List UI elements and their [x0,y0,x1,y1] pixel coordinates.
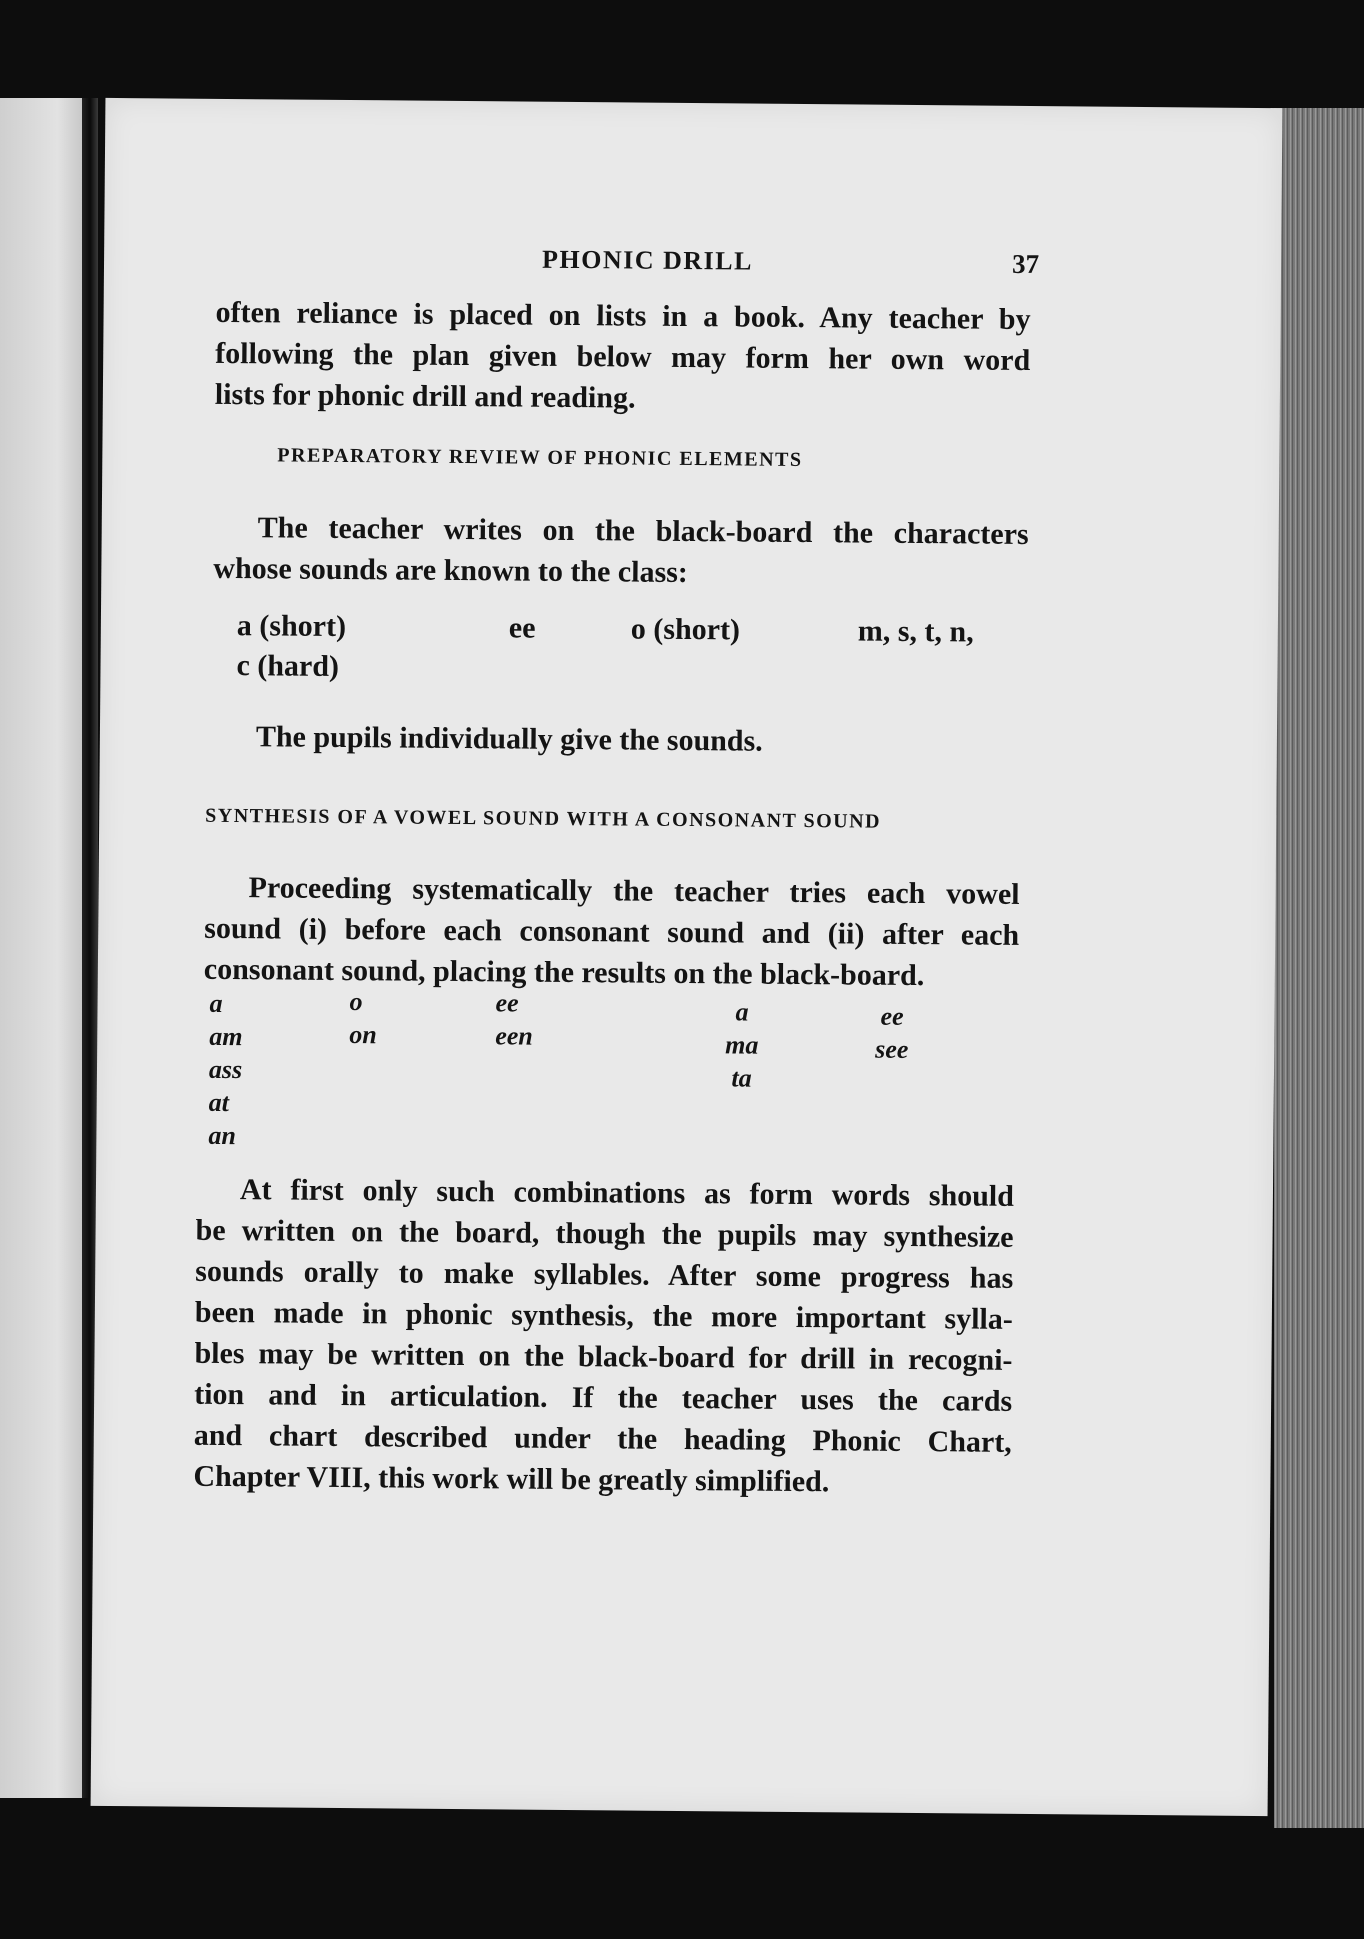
text-line: tion and in articulation. If the teacher uses the cards [194,1377,1013,1418]
word: ass [208,1054,243,1085]
word: a [209,988,223,1018]
word: ee [880,1001,904,1031]
word-column-o [349,985,377,1051]
text-line: whose sounds are known to the class: [213,551,689,589]
text-line: Proceeding systematically the teacher tries each vowel [248,871,1020,911]
text-line: At first only such combinations as form words should [239,1173,1015,1213]
page-stack-edges [1274,108,1364,1828]
text-line: sound (i) before each consonant sound and (ii) after each [204,911,1020,952]
conclusion-paragraph [193,1169,1014,1504]
word: o [349,987,363,1017]
page-number: 37 [1011,248,1040,280]
section2-paragraph [204,867,1020,997]
word-column-ee-after [875,1000,909,1066]
element-a-short: a (short) [236,609,347,644]
running-head: PHONIC DRILL [541,244,754,276]
word: see [875,1034,909,1064]
word: am [209,1021,243,1052]
word: een [495,1021,533,1051]
word: ee [495,988,519,1018]
word: a [735,997,749,1027]
text-line: sounds orally to make syllables. After some progress has [195,1254,1014,1295]
word-column-a [208,987,243,1152]
text-line: been made in phonic synthesis, the more important sylla- [194,1295,1013,1336]
text-line: bles may be written on the black-board for drill in recogni- [194,1336,1013,1377]
text-line: following the plan given below may form her own word [215,336,1031,377]
text-line: lists for phonic drill and reading. [214,377,636,415]
facing-page-edge [0,98,82,1798]
intro-paragraph [215,292,1031,422]
element-c-hard: c (hard) [236,649,340,683]
word: ta [731,1063,752,1093]
section-heading-synthesis: SYNTHESIS OF A VOWEL SOUND WITH A CONSONANT SOUND [205,804,882,833]
text-line: consonant sound, placing the results on the black-board. [203,952,925,993]
text-line: be written on the board, though the pupils may synthesize [195,1213,1014,1254]
text-line: Chapter VIII, this work will be greatly simplified. [193,1459,830,1499]
text-line: The teacher writes on the black-board the characters [257,511,1029,551]
word: an [208,1120,237,1151]
element-consonants: m, s, t, n, [857,614,974,649]
book-page [91,98,1283,1816]
word: ma [725,1030,759,1060]
section1-closing: The pupils individually give the sounds. [255,720,763,758]
section-heading-preparatory: PREPARATORY REVIEW OF PHONIC ELEMENTS [277,444,803,471]
text-line: often reliance is placed on lists in a book. Any teacher by [215,295,1031,336]
element-ee: ee [508,611,536,645]
text-line: and chart described under the heading Phonic Chart, [193,1418,1012,1459]
word: on [349,1020,377,1050]
word-column-ee [495,986,533,1052]
word: at [208,1087,230,1118]
word-column-a-after [725,995,759,1094]
section1-paragraph [213,507,1029,596]
element-o-short: o (short) [630,612,741,647]
